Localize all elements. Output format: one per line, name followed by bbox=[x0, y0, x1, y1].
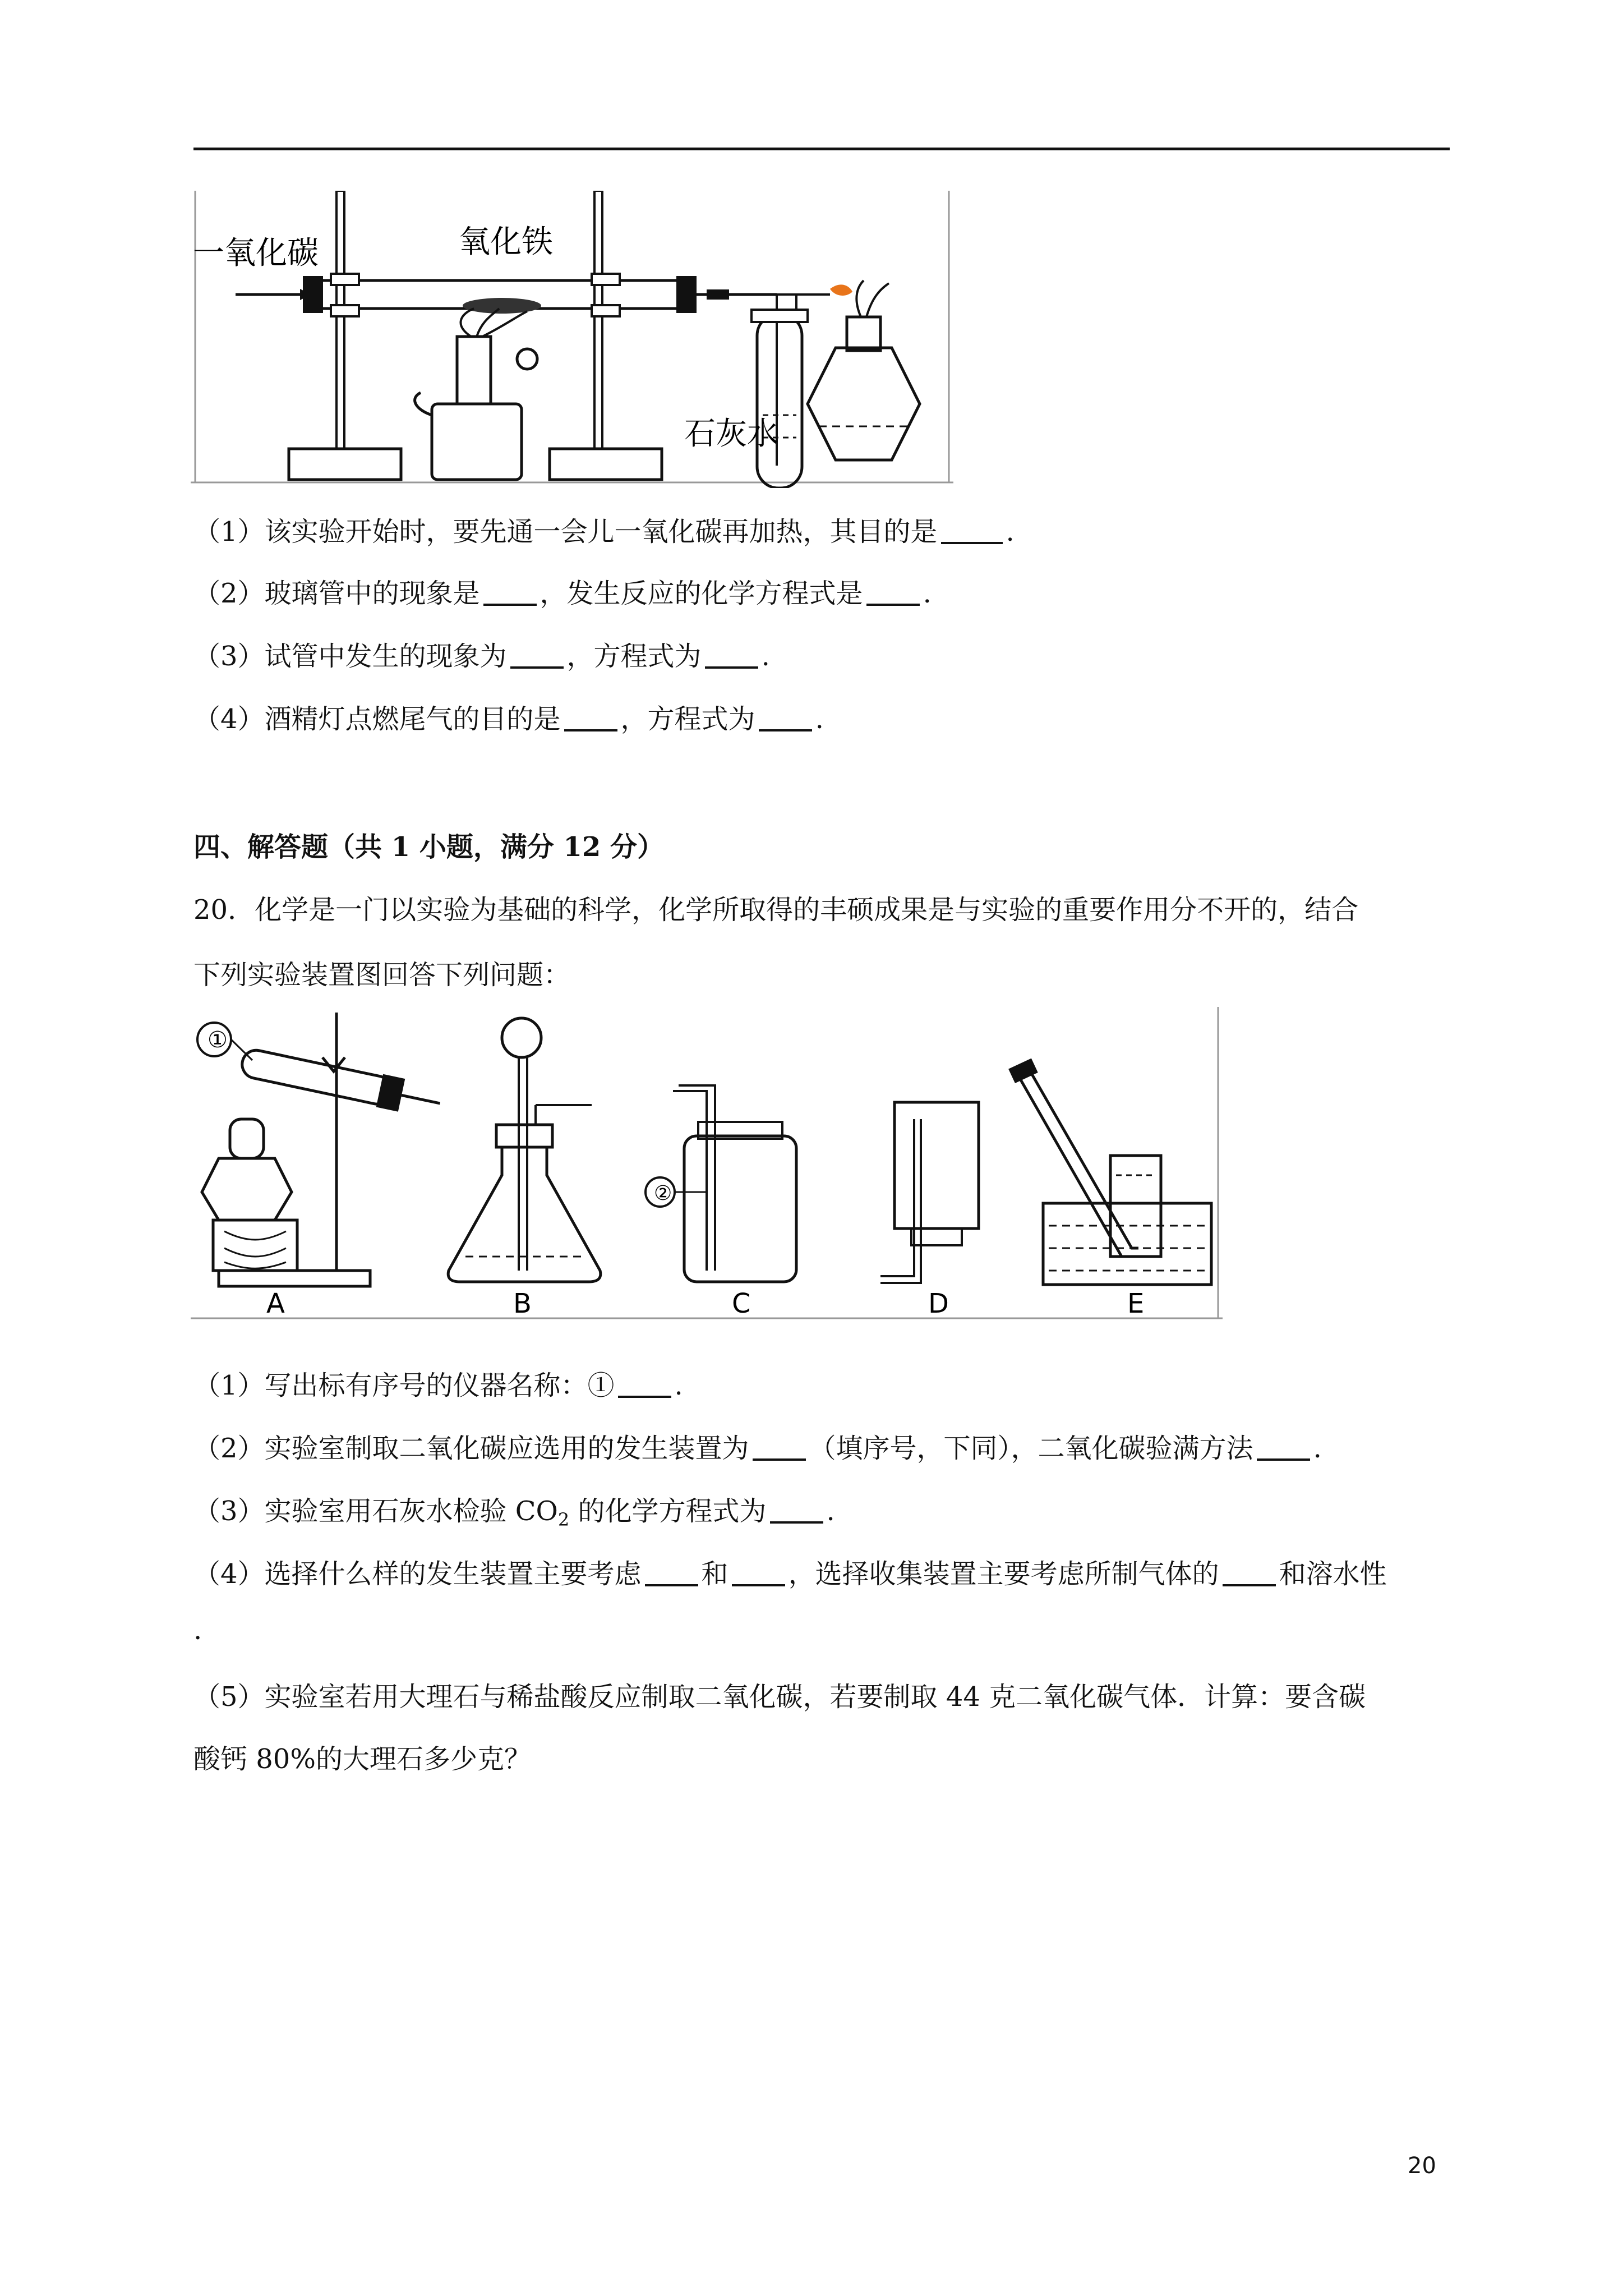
q20-p3-b: 的化学方程式为 bbox=[569, 1496, 767, 1527]
q19-p1-end: . bbox=[1006, 516, 1015, 547]
q19-part-4 bbox=[193, 702, 824, 736]
q20-part-1 bbox=[193, 1369, 683, 1402]
q20-p2-end: . bbox=[1313, 1433, 1322, 1464]
label-iron-oxide: 氧化铁 bbox=[459, 224, 553, 260]
q20-part-4 bbox=[193, 1557, 1387, 1591]
q20-p4-a: （4）选择什么样的发生装置主要考虑 bbox=[193, 1558, 642, 1590]
q20-part-4-continued: . bbox=[193, 1614, 202, 1646]
answer-blank[interactable] bbox=[732, 1559, 785, 1586]
q20-part-5-line1: （5）实验室若用大理石与稀盐酸反应制取二氧化碳，若要制取 44 克二氧化碳气体．计算：要含碳 bbox=[193, 1681, 1366, 1713]
label-apparatus-a: A bbox=[266, 1288, 285, 1319]
answer-blank[interactable] bbox=[564, 705, 617, 731]
answer-blank[interactable] bbox=[705, 642, 758, 669]
figure-co-reduction bbox=[191, 191, 953, 488]
q20-p1-end: . bbox=[674, 1370, 683, 1401]
q19-p1-text: （1）该实验开始时，要先通一会儿一氧化碳再加热，其目的是 bbox=[193, 516, 938, 547]
q20-p4-b: 和 bbox=[701, 1558, 728, 1590]
answer-blank[interactable] bbox=[645, 1559, 698, 1586]
answer-blank[interactable] bbox=[618, 1371, 671, 1398]
q20-p3-end: . bbox=[826, 1496, 835, 1527]
q19-p3-a: （3）试管中发生的现象为 bbox=[193, 641, 507, 672]
answer-blank[interactable] bbox=[759, 705, 812, 731]
answer-blank[interactable] bbox=[866, 579, 920, 606]
gas-apparatus-diagram bbox=[191, 1007, 1223, 1327]
q20-stem-line2: 下列实验装置图回答下列问题： bbox=[193, 959, 571, 991]
mark-1: ① bbox=[208, 1027, 228, 1053]
answer-blank[interactable] bbox=[483, 579, 537, 606]
label-apparatus-b: B bbox=[513, 1288, 532, 1319]
q20-part-2 bbox=[193, 1432, 1322, 1465]
label-apparatus-d: D bbox=[928, 1288, 949, 1319]
q19-part-2 bbox=[193, 577, 932, 610]
q20-p4-d: 和溶水性 bbox=[1279, 1558, 1387, 1590]
answer-blank[interactable] bbox=[1223, 1559, 1276, 1586]
q19-p3-b: ，方程式为 bbox=[566, 641, 702, 672]
header-rule bbox=[193, 148, 1450, 150]
q19-p2-b: ，发生反应的化学方程式是 bbox=[540, 578, 863, 609]
answer-blank[interactable] bbox=[941, 517, 1003, 544]
q20-p2-a: （2）实验室制取二氧化碳应选用的发生装置为 bbox=[193, 1433, 749, 1464]
co2-subscript: 2 bbox=[557, 1509, 570, 1530]
q19-p2-a: （2）玻璃管中的现象是 bbox=[193, 578, 480, 609]
q19-p3-end: . bbox=[761, 641, 770, 672]
mark-2: ② bbox=[654, 1182, 672, 1205]
q20-p2-b: （填序号，下同），二氧化碳验满方法 bbox=[809, 1433, 1253, 1464]
q20-part-3 bbox=[193, 1494, 835, 1536]
section-heading: 四、解答题（共 1 小题，满分 12 分） bbox=[193, 831, 665, 863]
answer-blank[interactable] bbox=[510, 642, 564, 669]
q19-p4-a: （4）酒精灯点燃尾气的目的是 bbox=[193, 703, 561, 735]
q19-p2-end: . bbox=[923, 578, 932, 609]
answer-blank[interactable] bbox=[770, 1497, 823, 1524]
q19-p4-b: ，方程式为 bbox=[620, 703, 755, 735]
q19-p4-end: . bbox=[815, 703, 824, 735]
label-carbon-monoxide: 一氧化碳 bbox=[193, 235, 319, 272]
q20-stem-line1: 20．化学是一门以实验为基础的科学，化学所取得的丰硕成果是与实验的重要作用分不开的，结合 bbox=[193, 894, 1359, 926]
q20-p1-a: （1）写出标有序号的仪器名称：① bbox=[193, 1370, 615, 1401]
q20-part-5-line2: 酸钙 80%的大理石多少克？ bbox=[193, 1743, 531, 1775]
answer-blank[interactable] bbox=[1257, 1434, 1310, 1461]
q20-p4-c: ，选择收集装置主要考虑所制气体的 bbox=[788, 1558, 1219, 1590]
label-limewater: 石灰水 bbox=[684, 416, 778, 452]
q19-part-3 bbox=[193, 639, 770, 673]
figure-apparatus-a-e bbox=[191, 1007, 1223, 1327]
co-reduction-apparatus-diagram bbox=[191, 191, 953, 488]
answer-blank[interactable] bbox=[753, 1434, 806, 1461]
q20-p3-a: （3）实验室用石灰水检验 CO bbox=[193, 1496, 558, 1527]
label-apparatus-e: E bbox=[1127, 1288, 1145, 1319]
page-number: 20 bbox=[1408, 2153, 1436, 2179]
label-apparatus-c: C bbox=[732, 1288, 751, 1319]
q19-part-1 bbox=[193, 515, 1015, 549]
